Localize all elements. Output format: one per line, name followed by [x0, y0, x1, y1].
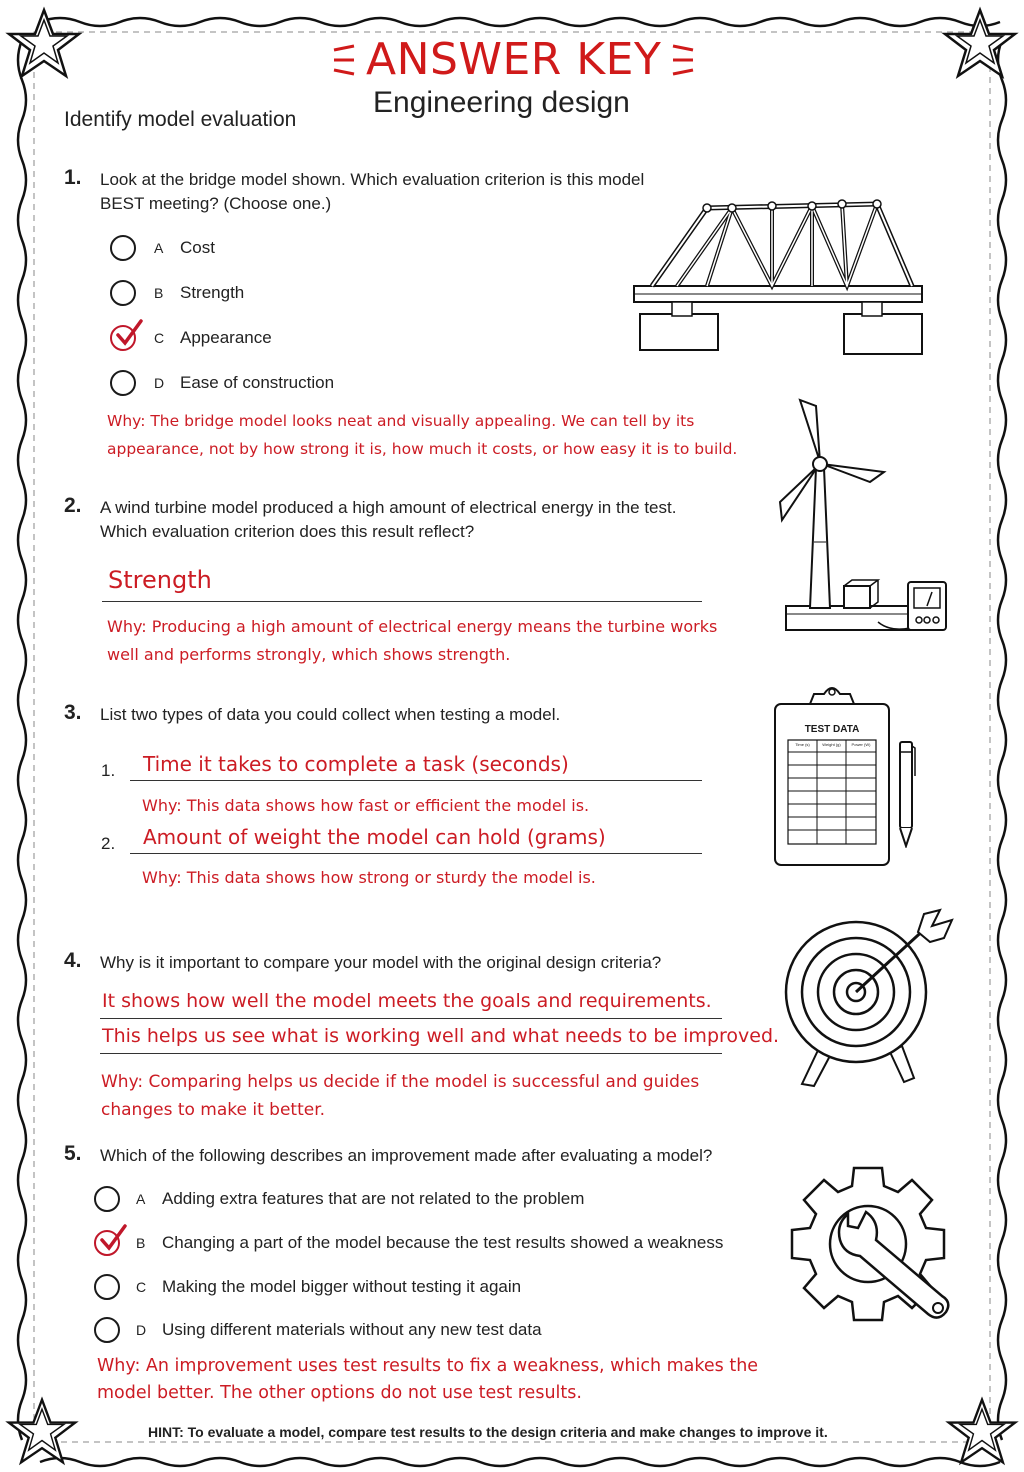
option-b[interactable] — [110, 280, 244, 306]
why-line: appearance, not by how strong it is, how much it costs, or how easy it is to build. — [107, 440, 738, 458]
star-icon — [944, 1394, 1020, 1470]
answer-line — [102, 601, 702, 602]
question-line: A wind turbine model produced a high amount of electrical energy in the test. — [100, 498, 677, 517]
why-line: Why: Comparing helps us decide if the model is successful and guides — [101, 1072, 700, 1092]
question-number: 5. — [64, 1142, 82, 1165]
target-icon — [780, 906, 960, 1088]
question-number: 3. — [64, 701, 82, 724]
question-number: 1. — [64, 166, 82, 189]
question-text: Which of the following describes an improvement made after evaluating a model? — [100, 1146, 713, 1165]
question-line: Which evaluation criterion does this result reflect? — [100, 522, 475, 541]
answer-text: It shows how well the model meets the goals and requirements. — [102, 990, 712, 1012]
option-letter: D — [154, 375, 165, 391]
question-number: 2. — [64, 494, 82, 517]
hint-text: HINT: To evaluate a model, compare test results to the design criteria and make changes to improve it. — [148, 1424, 828, 1440]
clipboard-col: Power (W) — [851, 742, 871, 747]
why-explanation — [107, 613, 717, 669]
option-letter: A — [136, 1191, 146, 1207]
option-a[interactable] — [110, 235, 215, 261]
clipboard-icon — [774, 682, 890, 866]
option-letter: B — [154, 285, 164, 301]
option-label: Using different materials without any new test data — [162, 1320, 542, 1339]
option-letter: A — [154, 240, 164, 256]
checkmark-icon — [99, 1224, 127, 1254]
star-icon — [4, 4, 84, 84]
why-explanation — [97, 1353, 758, 1407]
page-subtitle: Engineering design — [373, 86, 630, 119]
option-b[interactable] — [94, 1230, 723, 1256]
option-label: Cost — [180, 238, 215, 257]
option-label: Adding extra features that are not related to the problem — [162, 1189, 585, 1208]
radio-circle[interactable] — [110, 370, 136, 396]
checkmark-icon — [115, 319, 143, 349]
answer-text: Amount of weight the model can hold (grams) — [143, 825, 606, 849]
option-letter: D — [136, 1322, 147, 1338]
option-label: Appearance — [180, 328, 272, 347]
option-label: Making the model bigger without testing it again — [162, 1277, 522, 1296]
radio-circle[interactable] — [94, 1274, 120, 1300]
why-explanation — [107, 407, 737, 463]
why-line: Why: An improvement uses test results to fix a weakness, which makes the — [97, 1356, 759, 1376]
why-explanation: Why: This data shows how fast or efficient the model is. — [142, 796, 590, 815]
clipboard-col: Weight (g) — [822, 742, 841, 747]
why-line: Why: The bridge model looks neat and visually appealing. We can tell by its — [107, 412, 695, 430]
answer-line — [130, 853, 702, 854]
option-letter: B — [136, 1235, 146, 1251]
radio-circle-checked[interactable] — [110, 325, 136, 351]
why-line: well and performs strongly, which shows strength. — [107, 645, 511, 664]
why-explanation: Why: This data shows how strong or sturdy the model is. — [142, 868, 596, 887]
question-line: Look at the bridge model shown. Which evaluation criterion is this model — [100, 170, 645, 189]
question-text: List two types of data you could collect when testing a model. — [100, 705, 561, 724]
answer-text: Time it takes to complete a task (seconds) — [143, 752, 569, 776]
clipboard-shape — [774, 682, 890, 866]
pencil-icon — [896, 736, 916, 848]
radio-circle[interactable] — [94, 1186, 120, 1212]
answer-line — [100, 1018, 722, 1019]
answer-line — [100, 1053, 722, 1054]
option-letter: C — [136, 1279, 147, 1295]
clipboard-col: Time (s) — [795, 742, 810, 747]
star-icon — [940, 4, 1020, 84]
question-text: Why is it important to compare your model with the original design criteria? — [100, 953, 662, 972]
spark-right-icon — [669, 40, 697, 80]
why-explanation — [101, 1068, 699, 1124]
answer-text: This helps us see what is working well and what needs to be improved. — [102, 1025, 780, 1047]
answer-text: Strength — [108, 566, 212, 594]
option-label: Changing a part of the model because the test results showed a weakness — [162, 1233, 724, 1252]
gear-wrench-icon — [788, 1164, 958, 1324]
page-title: ANSWER KEY — [366, 34, 662, 85]
list-number: 1. — [101, 761, 116, 780]
list-number: 2. — [101, 834, 116, 853]
option-d[interactable] — [110, 370, 334, 396]
radio-circle[interactable] — [110, 280, 136, 306]
wind-turbine-icon — [760, 392, 960, 642]
question-text — [100, 496, 676, 544]
option-c[interactable] — [110, 325, 272, 351]
bridge-icon — [632, 186, 932, 358]
option-letter: C — [154, 330, 165, 346]
option-d[interactable] — [94, 1317, 542, 1343]
answer-key-title — [330, 34, 697, 85]
question-number: 4. — [64, 949, 82, 972]
why-line: model better. The other options do not use test results. — [97, 1383, 582, 1403]
radio-circle-checked[interactable] — [94, 1230, 120, 1256]
answer-line — [130, 780, 702, 781]
question-line: BEST meeting? (Choose one.) — [100, 194, 332, 213]
star-icon — [4, 1394, 80, 1470]
why-line: Why: Producing a high amount of electrical energy means the turbine works — [107, 617, 718, 636]
topic-label: Identify model evaluation — [64, 108, 297, 131]
clipboard-title: TEST DATA — [804, 724, 860, 735]
option-c[interactable] — [94, 1274, 521, 1300]
radio-circle[interactable] — [94, 1317, 120, 1343]
option-label: Ease of construction — [180, 373, 335, 392]
spark-left-icon — [330, 40, 358, 80]
option-label: Strength — [180, 283, 245, 302]
question-text — [100, 168, 644, 216]
option-a[interactable] — [94, 1186, 584, 1212]
why-line: changes to make it better. — [101, 1100, 326, 1120]
radio-circle[interactable] — [110, 235, 136, 261]
